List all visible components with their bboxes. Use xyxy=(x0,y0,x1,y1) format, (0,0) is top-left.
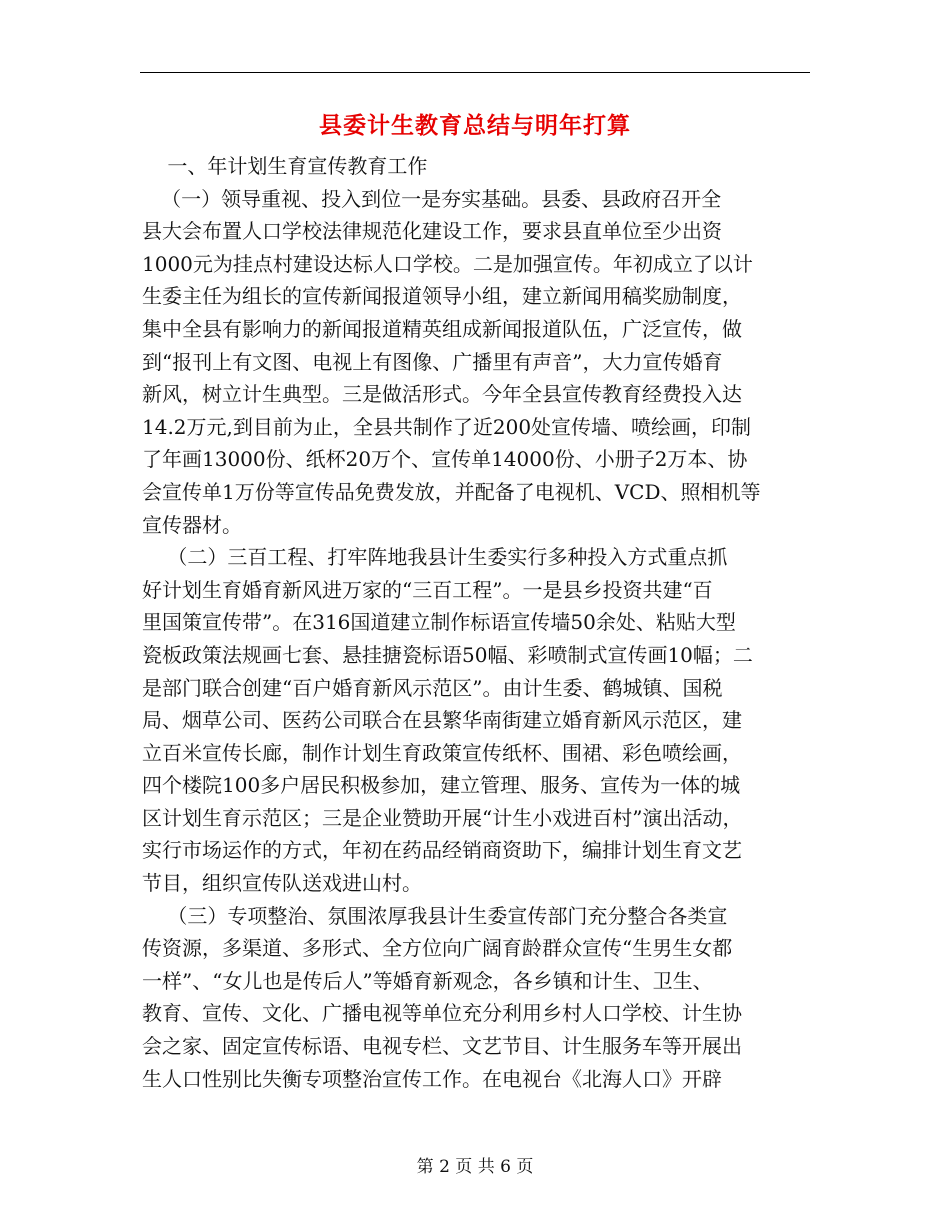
text-line: 实行市场运作的方式，年初在药品经销商资助下，编排计划生育文艺 xyxy=(142,838,742,863)
text-line: 会之家、固定宣传标语、电视专栏、文艺节目、计生服务车等开展出 xyxy=(142,1034,742,1059)
text-line: 立百米宣传长廊，制作计划生育政策宣传纸杯、围裙、彩色喷绘画， xyxy=(142,740,742,765)
document-body xyxy=(142,150,810,1095)
text-line: 14.2万元,到目前为止，全县共制作了近200处宣传墙、喷绘画，印制 xyxy=(142,414,752,439)
text-line: 传资源，多渠道、多形式、全方位向广阔育龄群众宣传“生男生女都 xyxy=(142,936,733,961)
text-line: 生委主任为组长的宣传新闻报道领导小组，建立新闻用稿奖励制度， xyxy=(142,284,742,309)
page-footer: 第 2 页 共 6 页 xyxy=(416,1157,534,1177)
text-line: 瓷板政策法规画七套、悬挂搪瓷标语50幅、彩喷制式宣传画10幅；二 xyxy=(142,642,753,667)
text-line: 一、年计划生育宣传教育工作 xyxy=(142,154,428,178)
text-line: 了年画13000份、纸杯20万个、宣传单14000份、小册子2万本、协 xyxy=(142,447,748,472)
text-line: 生人口性别比失衡专项整治宣传工作。在电视台《北海人口》开辟 xyxy=(142,1066,722,1091)
text-line: 好计划生育婚育新风进万家的“三百工程”。一是县乡投资共建“百 xyxy=(142,577,713,602)
text-line: 四个楼院100多户居民积极参加，建立管理、服务、宣传为一体的城 xyxy=(142,773,741,798)
text-line: （三）专项整治、氛围浓厚我县计生委宣传部门充分整合各类宣 xyxy=(142,903,728,928)
text-line: 新风，树立计生典型。三是做活形式。今年全县宣传教育经费投入达 xyxy=(142,382,742,407)
text-line: 集中全县有影响力的新闻报道精英组成新闻报道队伍，广泛宣传，做 xyxy=(142,316,742,341)
text-line: （一）领导重视、投入到位一是夯实基础。县委、县政府召开全 xyxy=(142,186,722,211)
text-line: 教育、宣传、文化、广播电视等单位充分利用乡村人口学校、计生协 xyxy=(142,1001,742,1026)
text-line: 县大会布置人口学校法律规范化建设工作，要求县直单位至少出资 xyxy=(142,219,722,244)
text-line: 是部门联合创建“百户婚育新风示范区”。由计生委、鹤城镇、国税 xyxy=(142,675,723,700)
text-line: 区计划生育示范区；三是企业赞助开展“计生小戏进百村”演出活动， xyxy=(142,805,743,830)
header-rule xyxy=(140,72,810,73)
text-line: 节目，组织宣传队送戏进山村。 xyxy=(142,871,422,896)
text-line: 会宣传单1万份等宣传品免费发放，并配备了电视机、VCD、照相机等 xyxy=(142,479,761,504)
text-line: 局、烟草公司、医药公司联合在县繁华南街建立婚育新风示范区，建 xyxy=(142,708,742,733)
text-line: 里国策宣传带”。在316国道建立制作标语宣传墙50余处、粘贴大型 xyxy=(142,610,736,635)
text-line: 一样”、“女儿也是传后人”等婚育新观念，各乡镇和计生、卫生、 xyxy=(142,968,713,993)
document-title: 县委计生教育总结与明年打算 xyxy=(319,112,631,139)
text-line: 1000元为挂点村建设达标人口学校。二是加强宣传。年初成立了以计 xyxy=(142,251,753,276)
text-line: 到“报刊上有文图、电视上有图像、广播里有声音”，大力宣传婚育 xyxy=(142,349,723,374)
text-line: 宣传器材。 xyxy=(142,512,242,537)
text-line: （二）三百工程、打牢阵地我县计生委实行多种投入方式重点抓 xyxy=(142,545,728,570)
